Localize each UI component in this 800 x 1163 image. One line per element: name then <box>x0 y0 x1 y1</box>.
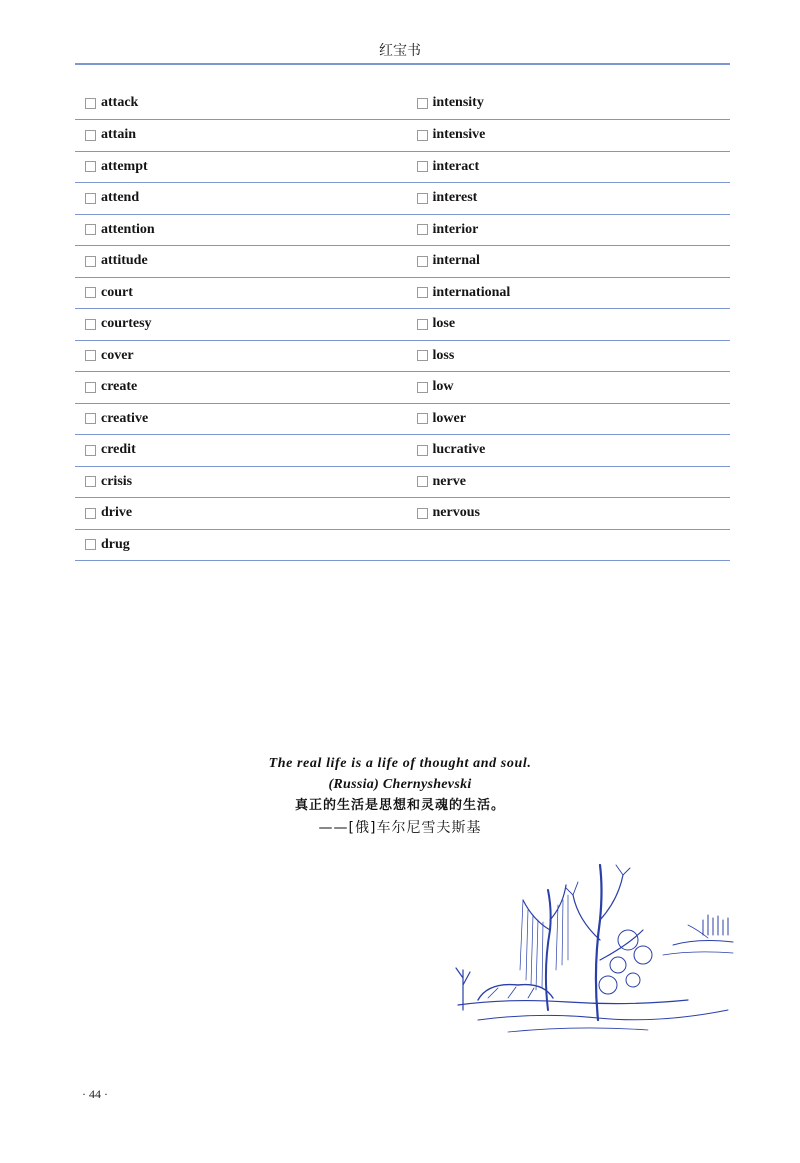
word-cell-right <box>403 253 731 269</box>
word-cell-right <box>403 411 731 427</box>
word-label: create <box>101 379 138 395</box>
table-row <box>75 404 730 436</box>
word-cell-right <box>403 159 731 175</box>
word-cell-left <box>75 505 403 521</box>
word-label: intensity <box>432 95 484 110</box>
word-label: attain <box>101 127 136 143</box>
table-row <box>75 152 730 184</box>
word-cell-left <box>75 253 403 269</box>
word-label: attitude <box>101 253 148 269</box>
word-label: cover <box>101 347 134 363</box>
word-cell-right <box>403 505 731 521</box>
table-row <box>75 467 730 499</box>
word-label: court <box>101 284 133 300</box>
word-label: nerve <box>432 473 466 489</box>
word-checkbox[interactable] <box>417 319 428 330</box>
word-cell-left <box>75 379 403 395</box>
word-cell-left <box>75 411 403 427</box>
word-checkbox[interactable] <box>85 476 96 487</box>
word-cell-left <box>75 159 403 175</box>
word-cell-left <box>75 316 403 332</box>
word-label: attempt <box>101 158 148 174</box>
word-label: creative <box>101 410 149 426</box>
word-cell-left <box>75 95 403 111</box>
word-cell-left <box>75 348 403 364</box>
word-checkbox[interactable] <box>85 193 96 204</box>
word-label: loss <box>432 347 455 363</box>
word-checkbox[interactable] <box>85 382 96 393</box>
word-label: drive <box>101 505 133 521</box>
word-checkbox[interactable] <box>417 382 428 393</box>
header-rule <box>75 63 730 65</box>
word-checkbox[interactable] <box>417 508 428 519</box>
word-label: courtesy <box>101 316 152 332</box>
word-checkbox[interactable] <box>417 256 428 267</box>
word-label: nervous <box>432 505 480 521</box>
table-row <box>75 215 730 247</box>
word-cell-left <box>75 127 403 143</box>
word-checkbox[interactable] <box>85 539 96 550</box>
page-header-title: 红宝书 <box>379 43 421 59</box>
word-checkbox[interactable] <box>417 413 428 424</box>
word-label: international <box>432 284 511 300</box>
word-cell-right <box>403 379 731 395</box>
word-cell-left <box>75 222 403 238</box>
word-cell-right <box>403 95 731 111</box>
table-row <box>75 120 730 152</box>
word-checkbox[interactable] <box>417 445 428 456</box>
table-row <box>75 246 730 278</box>
table-row <box>75 341 730 373</box>
word-label: credit <box>101 442 136 458</box>
word-checkbox[interactable] <box>417 130 428 141</box>
word-label: lucrative <box>432 442 486 458</box>
table-row <box>75 278 730 310</box>
quote-author-english: (Russia) Chernyshevski <box>328 777 472 792</box>
word-checkbox[interactable] <box>85 445 96 456</box>
word-cell-right <box>403 442 731 458</box>
table-row <box>75 183 730 215</box>
word-label: low <box>432 379 454 395</box>
word-label: intensive <box>432 127 486 143</box>
landscape-ink-painting <box>448 860 738 1040</box>
word-checkbox[interactable] <box>85 130 96 141</box>
word-label: attention <box>101 221 155 237</box>
word-checkbox[interactable] <box>417 476 428 487</box>
quote-english: The real life is a life of thought and soul. <box>268 756 532 771</box>
word-cell-left <box>75 537 403 553</box>
word-cell-right <box>403 190 731 206</box>
quote-chinese: 真正的生活是思想和灵魂的生活。 <box>294 798 505 813</box>
word-checkbox[interactable] <box>85 98 96 109</box>
word-checkbox[interactable] <box>417 98 428 109</box>
word-label: drug <box>101 536 130 552</box>
table-row <box>75 372 730 404</box>
word-label: lose <box>432 316 456 332</box>
word-label: attend <box>101 190 140 206</box>
word-checkbox[interactable] <box>85 508 96 519</box>
word-checkbox[interactable] <box>85 319 96 330</box>
word-label: interior <box>432 221 479 237</box>
word-checkbox[interactable] <box>417 193 428 204</box>
table-row <box>75 498 730 530</box>
table-row <box>75 87 730 120</box>
table-row <box>75 530 730 562</box>
word-checkbox[interactable] <box>85 287 96 298</box>
word-checkbox[interactable] <box>417 287 428 298</box>
word-label: interact <box>432 158 480 174</box>
word-checkbox[interactable] <box>85 161 96 172</box>
word-cell-left <box>75 442 403 458</box>
word-checkbox[interactable] <box>417 224 428 235</box>
word-label: crisis <box>101 473 133 489</box>
word-checkbox[interactable] <box>85 224 96 235</box>
quote-block <box>0 753 800 839</box>
word-cell-left <box>75 285 403 301</box>
word-checkbox[interactable] <box>85 413 96 424</box>
word-checklist-table <box>75 87 730 561</box>
word-checkbox[interactable] <box>417 350 428 361</box>
word-label: internal <box>432 253 480 269</box>
word-cell-right <box>403 474 731 490</box>
word-cell-right <box>403 127 731 143</box>
word-cell-left <box>75 474 403 490</box>
quote-author-chinese: ——[俄]车尔尼雪夫斯基 <box>318 820 482 836</box>
word-cell-right <box>403 222 731 238</box>
word-cell-right <box>403 348 731 364</box>
word-checkbox[interactable] <box>417 161 428 172</box>
table-row <box>75 435 730 467</box>
word-checkbox[interactable] <box>85 256 96 267</box>
page-number: · 44 · <box>82 1087 108 1101</box>
word-cell-right <box>403 285 731 301</box>
word-checkbox[interactable] <box>85 350 96 361</box>
word-cell-left <box>75 190 403 206</box>
table-row <box>75 309 730 341</box>
word-cell-right <box>403 316 731 332</box>
word-label: interest <box>432 190 478 206</box>
word-label: lower <box>432 410 466 426</box>
word-label: attack <box>101 95 139 110</box>
